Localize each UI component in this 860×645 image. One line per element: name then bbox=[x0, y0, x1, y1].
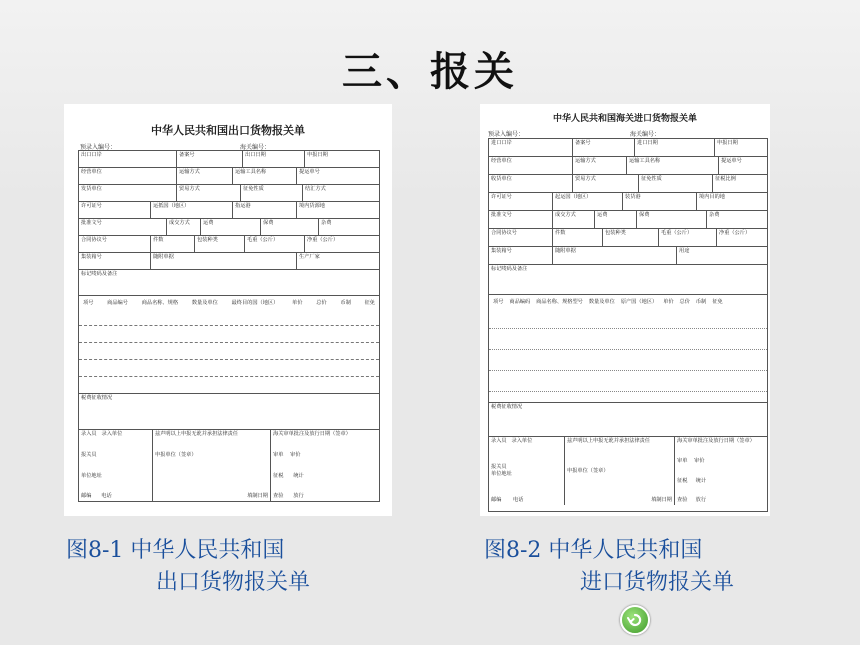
review-label: 审单 bbox=[273, 451, 284, 458]
declarant-block bbox=[79, 430, 153, 501]
slide-title: 三、报关 bbox=[342, 49, 518, 95]
customs-approval-block bbox=[271, 430, 379, 501]
caption-line: 进口货物报关单 bbox=[580, 570, 735, 595]
fill-date-label: 填制日期 bbox=[247, 493, 268, 500]
form-cell: 运输方式 bbox=[177, 168, 233, 184]
goods-line bbox=[79, 326, 379, 343]
form-cell: 备案号 bbox=[573, 139, 635, 156]
column-header: 数量及单位 bbox=[191, 300, 218, 306]
form-cell: 运输工具名称 bbox=[233, 168, 297, 184]
column-header: 项号 bbox=[493, 299, 504, 305]
form-grid bbox=[488, 138, 768, 512]
column-header: 商品名称、规格 bbox=[141, 300, 179, 306]
column-header: 征免 bbox=[364, 300, 375, 306]
phone-label: 电话 bbox=[101, 493, 112, 500]
column-header: 商品编码 bbox=[509, 299, 531, 305]
marks-remarks-label: 标记唛码及备注 bbox=[81, 271, 118, 277]
form-cell: 经营单位 bbox=[489, 157, 573, 174]
form-cell: 境内货源地 bbox=[299, 203, 325, 209]
unit-address-label: 单位地址 bbox=[491, 471, 512, 477]
form-cell: 毛重（公斤） bbox=[659, 229, 717, 246]
entry-clerk-label: 录入员 bbox=[491, 438, 507, 444]
statistics-label: 统计 bbox=[695, 477, 707, 484]
form-cell: 保费 bbox=[637, 211, 707, 228]
form-cell: 许可证号 bbox=[79, 202, 151, 218]
caption-line: 出口货物报关单 bbox=[156, 570, 311, 595]
declaring-unit-label: 申报单位（签章） bbox=[567, 467, 609, 474]
declaration-block bbox=[565, 437, 675, 505]
column-header: 项号 bbox=[83, 300, 94, 306]
form-cell: 发货单位 bbox=[79, 185, 177, 201]
release-label: 放行 bbox=[293, 493, 304, 500]
form-grid bbox=[78, 150, 380, 502]
form-cell: 保费 bbox=[261, 219, 319, 235]
column-header: 总价 bbox=[316, 300, 327, 306]
form-cell: 成交方式 bbox=[167, 219, 201, 235]
form-cell: 进口日期 bbox=[635, 139, 715, 156]
form-cell: 起运国（地区） bbox=[553, 193, 623, 210]
marks-remarks-label: 标记唛码及备注 bbox=[491, 266, 528, 272]
column-header: 总价 bbox=[679, 299, 690, 305]
form-cell: 生产厂家 bbox=[299, 254, 320, 260]
form-cell: 用途 bbox=[679, 248, 690, 254]
customs-number-label: 海关编号： bbox=[240, 144, 271, 151]
customs-number-label: 海关编号： bbox=[630, 131, 661, 138]
entry-unit-label: 录入单位 bbox=[511, 438, 533, 444]
postcode-label: 邮编 bbox=[491, 497, 502, 504]
form-title: 中华人民共和国海关进口货物报关单 bbox=[552, 114, 697, 124]
form-cell: 杂费 bbox=[709, 212, 720, 218]
column-header: 最终目的国（地区） bbox=[231, 300, 279, 306]
pricing-label: 审价 bbox=[694, 457, 705, 464]
declarant-label: 报关员 bbox=[491, 464, 507, 471]
form-cell: 杂费 bbox=[321, 220, 332, 226]
inspection-label: 查验 bbox=[273, 493, 284, 500]
declaring-unit-label: 申报单位（签章） bbox=[155, 451, 197, 458]
tax-label: 征税 bbox=[677, 477, 688, 484]
figure-caption-8-2 bbox=[484, 535, 734, 599]
form-cell: 进口口岸 bbox=[489, 139, 573, 156]
goods-column-headers bbox=[79, 296, 379, 309]
goods-line bbox=[489, 350, 767, 371]
caption-line: 图8-1 中华人民共和国 bbox=[66, 538, 285, 563]
tax-label: 征税 bbox=[273, 472, 284, 479]
form-cell: 出口日期 bbox=[243, 151, 305, 167]
phone-label: 电话 bbox=[512, 497, 524, 504]
unit-address-label: 单位地址 bbox=[81, 472, 102, 479]
declaration-block bbox=[153, 430, 271, 501]
goods-line bbox=[79, 360, 379, 377]
declaration-statement: 兹声明以上申报无讹并承担法律责任 bbox=[567, 438, 651, 444]
entry-clerk-label: 录入员 bbox=[81, 431, 97, 437]
return-arrow-icon bbox=[627, 612, 643, 628]
entry-unit-label: 录入单位 bbox=[101, 431, 123, 437]
customs-approval-label: 海关审单批注及放行日期（签章） bbox=[273, 431, 351, 437]
return-button[interactable] bbox=[620, 605, 650, 635]
customs-approval-block bbox=[675, 437, 767, 505]
declarant-block bbox=[489, 437, 565, 505]
declarant-label: 报关员 bbox=[81, 451, 97, 458]
inspection-label: 查验 bbox=[677, 497, 688, 504]
form-cell: 申报日期 bbox=[717, 140, 738, 146]
form-cell: 出口口岸 bbox=[79, 151, 177, 167]
export-declaration-form-image bbox=[64, 104, 392, 516]
form-cell: 运抵国（地区） bbox=[151, 202, 233, 218]
column-header: 单价 bbox=[292, 300, 303, 306]
form-cell: 集装箱号 bbox=[79, 253, 151, 269]
column-header: 征免 bbox=[712, 299, 723, 305]
form-cell: 运输方式 bbox=[573, 157, 627, 174]
tax-collection-label: 税费征收情况 bbox=[491, 404, 523, 410]
goods-line bbox=[489, 329, 767, 350]
form-cell: 申报日期 bbox=[307, 152, 328, 158]
release-label: 放行 bbox=[695, 497, 707, 504]
form-cell: 包装种类 bbox=[603, 229, 659, 246]
declaration-statement: 兹声明以上申报无讹并承担法律责任 bbox=[155, 431, 239, 437]
column-header: 单价 bbox=[663, 299, 674, 305]
form-cell: 贸易方式 bbox=[177, 185, 241, 201]
form-cell: 批准文号 bbox=[79, 219, 167, 235]
figure-caption-8-1 bbox=[66, 535, 310, 599]
caption-line: 图8-2 中华人民共和国 bbox=[484, 538, 703, 563]
form-cell: 运费 bbox=[201, 219, 261, 235]
statistics-label: 统计 bbox=[293, 472, 304, 479]
form-cell: 征税比例 bbox=[715, 176, 736, 182]
form-cell: 随附单据 bbox=[553, 247, 677, 264]
form-cell: 境内目的地 bbox=[699, 194, 725, 200]
form-cell: 件数 bbox=[151, 236, 195, 252]
column-header: 商品编号 bbox=[107, 300, 128, 306]
column-header: 币制 bbox=[340, 300, 351, 306]
form-cell: 贸易方式 bbox=[573, 175, 639, 192]
tax-collection-label: 税费征收情况 bbox=[81, 395, 113, 401]
form-cell: 许可证号 bbox=[489, 193, 553, 210]
form-cell: 征免性质 bbox=[241, 185, 303, 201]
form-cell: 包装种类 bbox=[195, 236, 245, 252]
column-header: 数量及单位 bbox=[588, 299, 615, 305]
goods-column-headers bbox=[489, 295, 767, 308]
import-declaration-form-image bbox=[480, 104, 770, 516]
form-cell: 毛重（公斤） bbox=[245, 236, 305, 252]
goods-line bbox=[489, 308, 767, 329]
customs-approval-label: 海关审单批注及放行日期（签章） bbox=[677, 438, 755, 444]
goods-line bbox=[79, 343, 379, 360]
pre-entry-number-label: 预录入编号： bbox=[488, 131, 525, 138]
form-cell: 征免性质 bbox=[639, 175, 713, 192]
form-cell: 成交方式 bbox=[553, 211, 595, 228]
column-header: 原产国（地区） bbox=[620, 299, 658, 305]
form-cell: 随附单据 bbox=[151, 253, 297, 269]
form-cell: 提运单号 bbox=[299, 169, 320, 175]
form-cell: 运输工具名称 bbox=[627, 157, 719, 174]
postcode-label: 邮编 bbox=[81, 493, 92, 500]
goods-line bbox=[79, 309, 379, 326]
form-cell: 净重（公斤） bbox=[307, 237, 339, 243]
goods-line bbox=[489, 371, 767, 392]
form-cell: 集装箱号 bbox=[489, 247, 553, 264]
form-cell: 提运单号 bbox=[721, 158, 742, 164]
review-label: 审单 bbox=[677, 457, 688, 464]
pre-entry-number-label: 预录入编号： bbox=[80, 144, 117, 151]
form-cell: 经营单位 bbox=[79, 168, 177, 184]
form-cell: 结汇方式 bbox=[305, 186, 326, 192]
form-cell: 指运港 bbox=[233, 202, 297, 218]
column-header: 币制 bbox=[695, 299, 707, 305]
form-cell: 收货单位 bbox=[489, 175, 573, 192]
column-header: 商品名称、规格型号 bbox=[536, 299, 583, 305]
form-cell: 备案号 bbox=[177, 151, 243, 167]
form-cell: 件数 bbox=[553, 229, 603, 246]
form-title: 中华人民共和国出口货物报关单 bbox=[151, 124, 305, 137]
form-cell: 批准文号 bbox=[489, 211, 553, 228]
fill-date-label: 填制日期 bbox=[651, 497, 672, 504]
form-cell: 装货港 bbox=[623, 193, 697, 210]
form-cell: 运费 bbox=[595, 211, 637, 228]
form-cell: 合同协议号 bbox=[489, 229, 553, 246]
pricing-label: 审价 bbox=[290, 451, 301, 458]
form-cell: 合同协议号 bbox=[79, 236, 151, 252]
form-cell: 净重（公斤） bbox=[719, 230, 751, 236]
